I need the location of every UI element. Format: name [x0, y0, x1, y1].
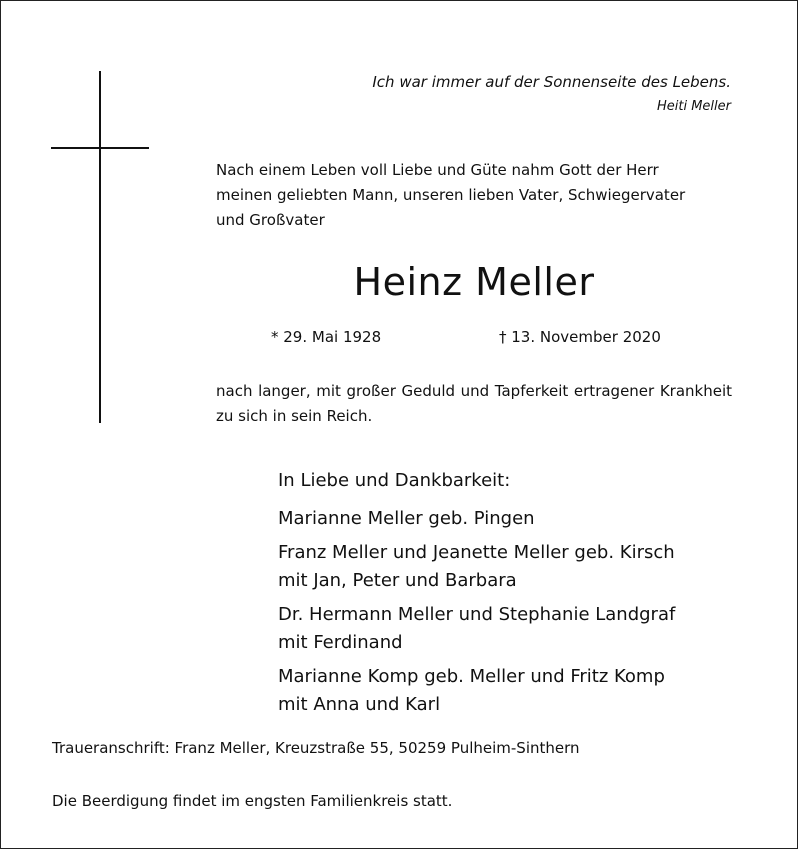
- motto: [372, 72, 731, 117]
- family-group: [278, 601, 778, 657]
- cross-vertical-bar: [99, 71, 101, 423]
- family-member-line: Marianne Komp geb. Meller und Fritz Komp: [278, 666, 665, 687]
- family-children-line: mit Jan, Peter und Barbara: [278, 570, 517, 591]
- cross-horizontal-bar: [51, 147, 149, 149]
- family-group: [278, 505, 778, 533]
- birth-date: * 29. Mai 1928: [271, 328, 382, 346]
- intro-text: [216, 158, 732, 233]
- family-member-line: Marianne Meller geb. Pingen: [278, 508, 535, 529]
- motto-author: Heiti Meller: [656, 99, 731, 114]
- closing-text: nach langer, mit großer Geduld und Tapferkeit ertragener Krankheit zu sich in sein Reich.: [216, 382, 732, 425]
- family-member-line: Dr. Hermann Meller und Stephanie Landgraf: [278, 604, 676, 625]
- mourning-address: Traueranschrift: Franz Meller, Kreuzstraße 55, 50259 Pulheim-Sinthern: [52, 739, 580, 757]
- family-list: [278, 467, 778, 725]
- family-children-line: mit Anna und Karl: [278, 694, 441, 715]
- family-children-line: mit Ferdinand: [278, 632, 403, 653]
- family-heading: In Liebe und Dankbarkeit:: [278, 470, 511, 491]
- intro-line: und Großvater: [216, 211, 325, 229]
- death-date: † 13. November 2020: [499, 328, 661, 346]
- deceased-name: Heinz Meller: [353, 260, 595, 304]
- funeral-notice: Die Beerdigung findet im engsten Familienkreis statt.: [52, 792, 453, 810]
- motto-quote: Ich war immer auf der Sonnenseite des Lebens.: [372, 73, 731, 91]
- intro-line: Nach einem Leben voll Liebe und Güte nahm Gott der Herr: [216, 161, 659, 179]
- family-group: [278, 663, 778, 719]
- family-member-line: Franz Meller und Jeanette Meller geb. Kirsch: [278, 542, 675, 563]
- family-group: [278, 539, 778, 595]
- intro-line: meinen geliebten Mann, unseren lieben Vater, Schwiegervater: [216, 186, 686, 204]
